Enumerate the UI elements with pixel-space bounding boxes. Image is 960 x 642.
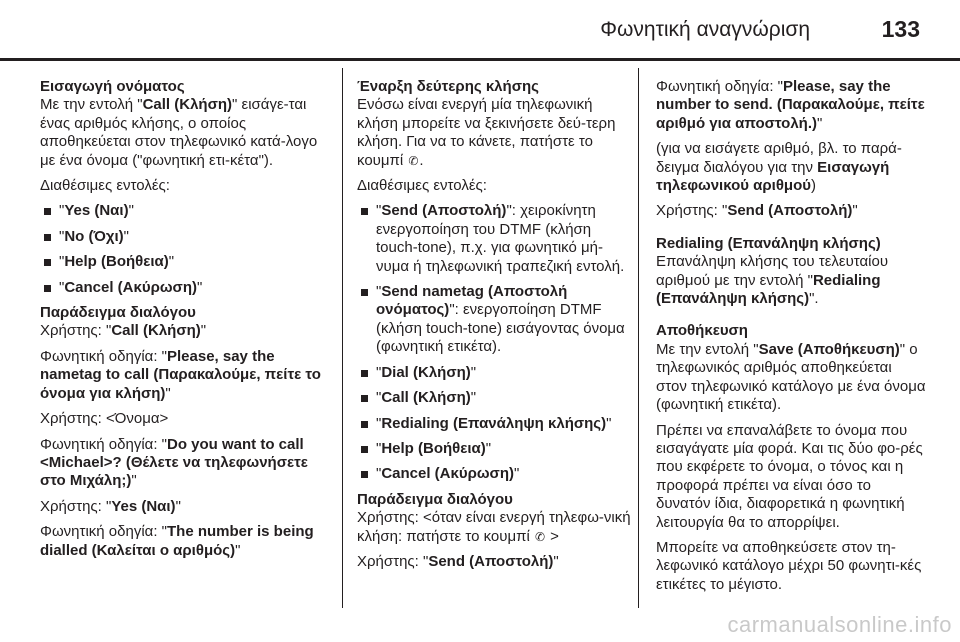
paragraph: Μπορείτε να αποθηκεύσετε στον τη-λεφωνικό κατάλογο μέχρι 50 φωνητι-κές ετικέτες το μέγιστο. [656,538,922,593]
paragraph: Ενόσω είναι ενεργή μία τηλεφωνική κλήση μπορείτε να ξεκινήσετε δεύ-τερη κλήση. Για να το κάνετε, πατήστε το κουμπί ✆. [357,96,616,169]
paragraph: (για να εισάγετε αριθμό, βλ. το παρά-δειγμα διαλόγου για την Εισαγωγή τηλεφωνικού αριθμού) [656,140,902,195]
paragraph: Με την εντολή "Save (Αποθήκευση)" ο τηλεφωνικός αριθμός αποθηκεύεται στον τηλεφωνικό κατάλογο με ένα όνομα (φωνητική ετικέτα). [656,340,926,414]
watermark: carmanualsonline.info [727,612,952,637]
dialog-line: Χρήστης: "Send (Αποστολή)" [357,552,559,570]
column-1 [40,78,330,567]
available-commands-label: Διαθέσιμες εντολές: [357,177,487,195]
dialog-line: Φωνητική οδηγία: "Please, say the nametag to call (Παρακαλούμε, πείτε το όνομα για κλήση)" [40,347,321,402]
section-heading-save: Αποθήκευση [656,322,748,340]
dialog-line: Φωνητική οδηγία: "Please, say the number to send. (Παρακαλούμε, πείτε αριθμό για αποστολή.)" [656,78,925,132]
dialog-line: Χρήστης: <Όνομα> [40,410,169,428]
command-list [40,202,330,297]
dialog-line: Χρήστης: "Yes (Ναι)" [40,497,181,515]
command-list [357,202,635,483]
paragraph: Πρέπει να επαναλάβετε το όνομα που εισαγάγατε μία φορά. Και τις δύο φο-ρές που εκφέρετε το όνομα, ο τόνος και η προφορά πρέπει να είναι όσο το δυνατόν ίδια, διαφορετικά η φωνητική λειτουργία θα το απορρίψει. [656,421,923,531]
list-item: "Call (Κλήση)" [357,389,635,407]
phone-icon: ✆ [408,153,419,168]
section-heading-dialog-example: Παράδειγμα διαλόγου [40,304,196,322]
dialog-line: Χρήστης: "Send (Αποστολή)" [656,202,858,220]
paragraph: Με την εντολή "Call (Κλήση)" εισάγε-ται ένας αριθμός κλήσης, ο οποίος αποθηκεύεται στον τηλεφωνικό κατά-λογο με ένα όνομα ("φωνητική ετι-κέτα"). [40,96,318,169]
page-number: 133 [881,16,920,42]
list-item: "Cancel (Ακύρωση)" [40,279,330,297]
list-item: "No (Όχι)" [40,228,330,246]
list-item: "Send nametag (Αποστολή ονόματος)": ενεργοποίηση DTMF (κλήση touch-tone) εισάγοντας όνομα (φωνητική ετικέτα). [357,283,635,357]
list-item: "Send (Αποστολή)": χειροκίνητη ενεργοποίηση του DTMF (κλήση touch-tone), π.χ. για φωνητικό μή-νυμα ή τηλεφωνική τραπεζική εντολή. [357,202,635,276]
list-item: "Redialing (Επανάληψη κλήσης)" [357,415,635,433]
dialog-line: Φωνητική οδηγία: "The number is being dialled (Καλείται ο αριθμός)" [40,523,314,559]
column-divider [638,68,639,608]
list-item: "Help (Βοήθεια)" [40,253,330,271]
phone-icon: ✆ [534,529,546,544]
section-heading-redialing: Redialing (Επανάληψη κλήσης) [656,234,881,252]
column-divider [342,68,343,608]
column-3 [656,78,926,601]
header-rule [0,58,960,61]
dialog-line: Χρήστης: <όταν είναι ενεργή τηλεφω-νική κλήση: πατήστε το κουμπί ✆ > [357,509,631,545]
dialog-line: Χρήστης: "Call (Κλήση)" [40,322,207,340]
paragraph: Επανάληψη κλήσης του τελευταίου αριθμού με την εντολή "Redialing (Επανάληψη κλήσης)". [656,253,889,308]
list-item: "Yes (Ναι)" [40,202,330,220]
page-header-title: Φωνητική αναγνώριση [600,18,810,41]
section-heading-name-entry: Εισαγωγή ονόματος [40,78,185,95]
column-2 [357,78,635,578]
dialog-line: Φωνητική οδηγία: "Do you want to call <Michael>? (Θέλετε να τηλεφωνήσετε στο Μιχάλη;)" [40,435,308,490]
section-heading-second-call: Έναρξη δεύτερης κλήσης [357,78,539,95]
list-item: "Help (Βοήθεια)" [357,440,635,458]
available-commands-label: Διαθέσιμες εντολές: [40,177,170,195]
list-item: "Cancel (Ακύρωση)" [357,465,635,483]
list-item: "Dial (Κλήση)" [357,364,635,382]
section-heading-dialog-example: Παράδειγμα διαλόγου [357,490,513,508]
